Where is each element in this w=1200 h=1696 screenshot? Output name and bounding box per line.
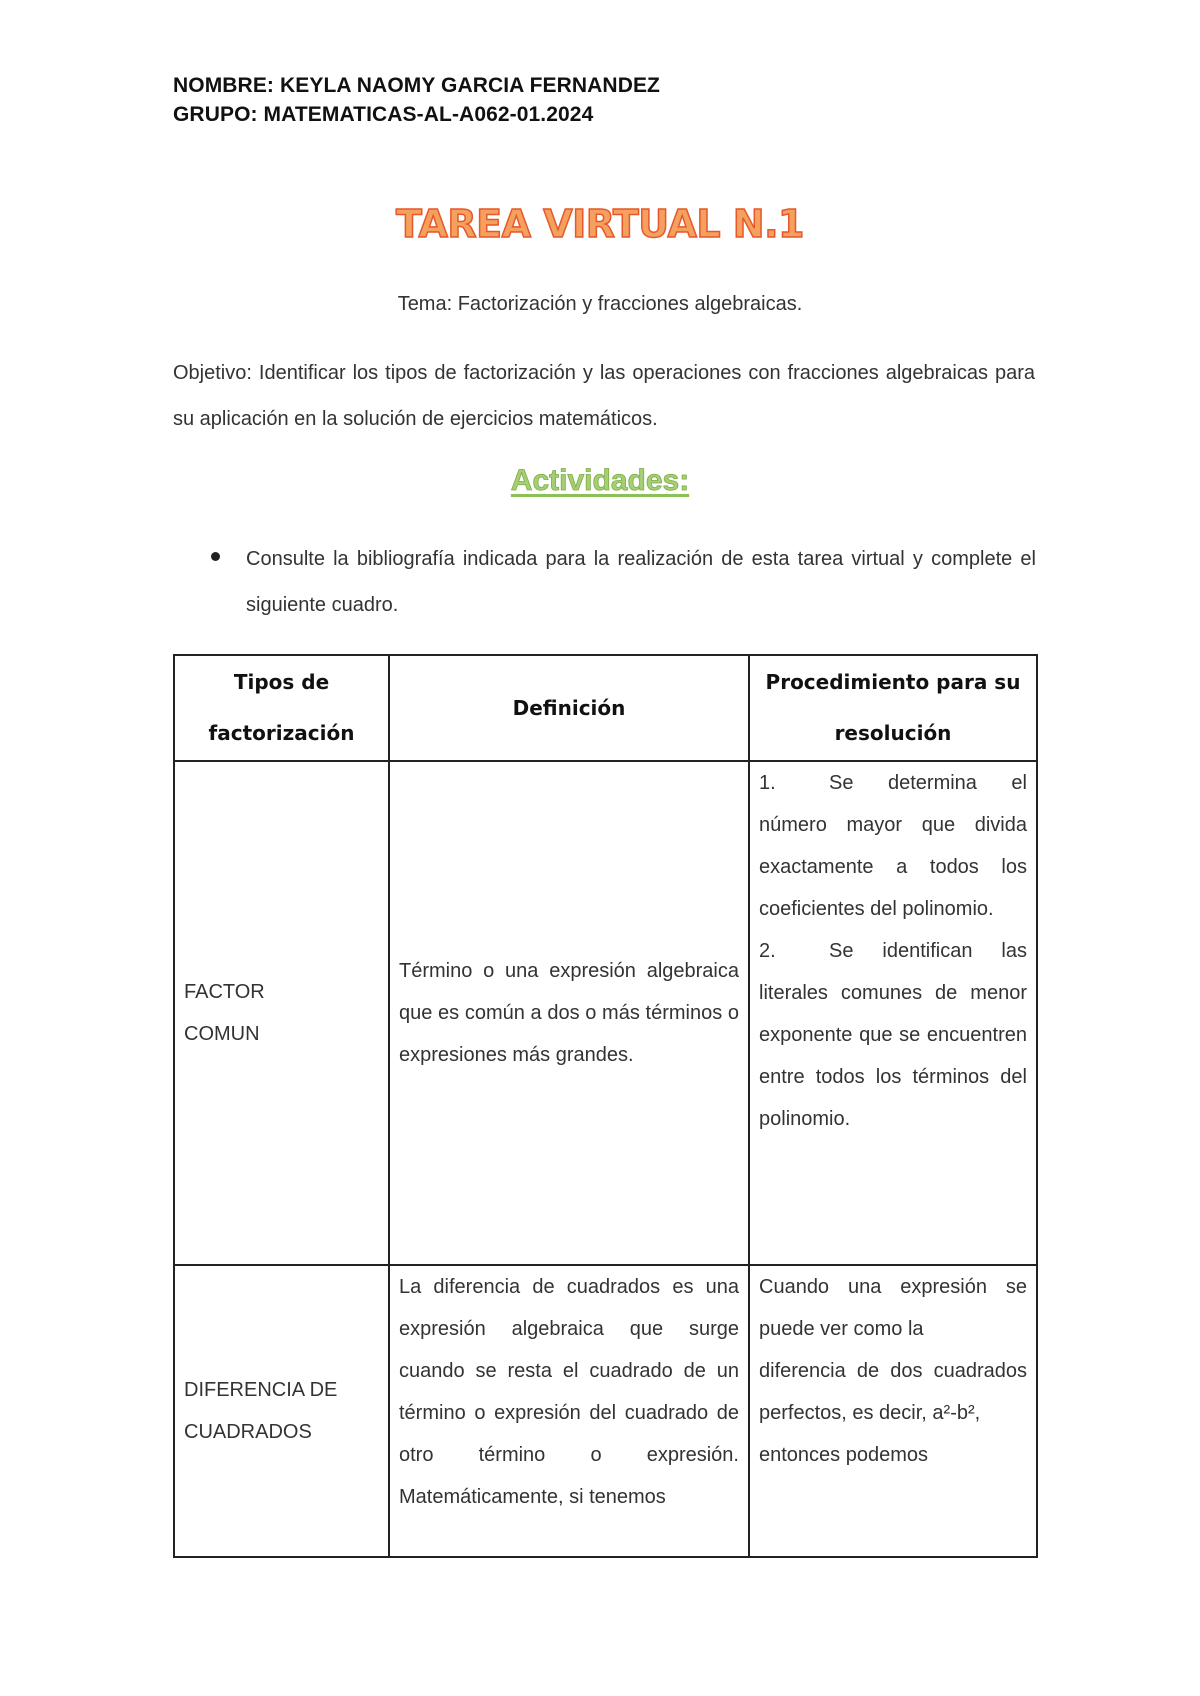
procedure-step: 1. Se determina el número mayor que divida exactamente a todos los coeficientes del polinomio. <box>759 772 1027 920</box>
bullet-icon <box>211 552 220 561</box>
header-definicion: Definición <box>389 655 749 761</box>
factorization-table <box>173 654 1038 1558</box>
header-procedimiento: Procedimiento para su resolución <box>749 655 1037 761</box>
procedure-line: diferencia de dos cuadrados <box>759 1360 1027 1382</box>
type-cell: FACTOR COMUN <box>174 761 389 1265</box>
procedure-line: puede ver como la <box>759 1318 924 1340</box>
header-tipos: Tipos de factorización <box>174 655 389 761</box>
objective-paragraph: Objetivo: Identificar los tipos de factorización y las operaciones con fracciones algebraicas para su aplicación en la solución de ejercicios matemáticos. <box>173 362 1035 430</box>
topic-line: Tema: Factorización y fracciones algebraicas. <box>397 293 803 315</box>
procedure-step: 2. Se identifican las literales comunes de menor exponente que se encuentren entre todos los términos del polinomio. <box>759 940 1027 1130</box>
student-group: GRUPO: MATEMATICAS-AL-A062-01.2024 <box>173 103 594 126</box>
table-row <box>174 761 1037 1265</box>
procedure-line: entonces podemos <box>759 1444 929 1466</box>
table-header-row <box>174 655 1037 761</box>
definition-cell: La diferencia de cuadrados es una expresión algebraica que surge cuando se resta el cuadrado de un término o expresión del cuadrado de otro término o expresión. Matemáticamente, si tenemos <box>389 1265 749 1557</box>
bullet-instruction: Consulte la bibliografía indicada para la realización de esta tarea virtual y complete el siguiente cuadro. <box>246 548 1036 616</box>
definition-cell: Término o una expresión algebraica que es común a dos o más términos o expresiones más grandes. <box>389 761 749 1265</box>
procedure-cell <box>749 761 1037 1265</box>
procedure-line: Cuando una expresión se <box>759 1276 1027 1298</box>
document-title: TAREA VIRTUAL N.1 <box>396 202 804 246</box>
student-name: NOMBRE: KEYLA NAOMY GARCIA FERNANDEZ <box>173 74 660 97</box>
procedure-cell <box>749 1265 1037 1557</box>
activities-heading: Actividades: <box>510 464 690 497</box>
type-cell: DIFERENCIA DE CUADRADOS <box>174 1265 389 1557</box>
procedure-line: perfectos, es decir, a²-b², <box>759 1402 981 1424</box>
table-row <box>174 1265 1037 1557</box>
